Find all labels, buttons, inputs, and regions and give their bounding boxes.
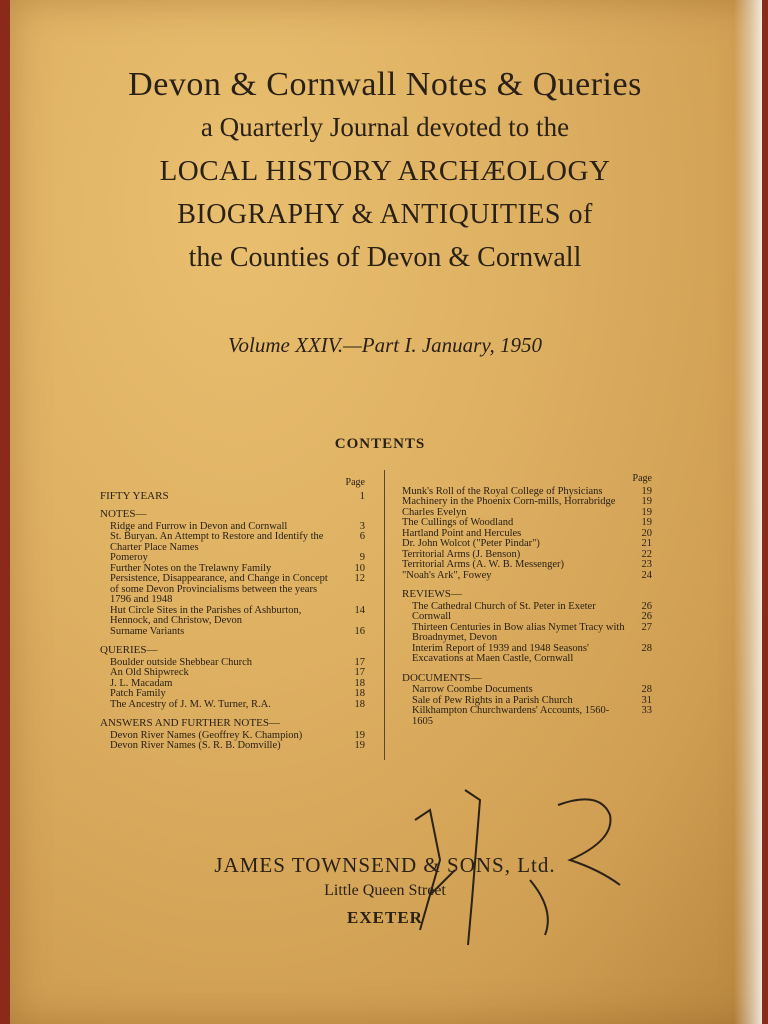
entry-page: 18 <box>354 688 365 699</box>
entry-page: 6 <box>359 531 365 542</box>
entry-page: 21 <box>641 538 652 549</box>
page-column-label: Page <box>345 477 365 488</box>
entry-page: 19 <box>641 517 652 528</box>
entry-title: Devon River Names (Geoffrey K. Champion) <box>110 729 303 741</box>
entry-page: 14 <box>354 604 365 616</box>
entry-title: Devon River Names (S. R. B. Domville) <box>110 740 281 751</box>
entry-title: Surname Variants <box>110 625 185 637</box>
entry-page: 26 <box>641 611 652 622</box>
section-heading-reviews: REVIEWS— <box>402 588 462 600</box>
entry-title: "Noah's Ark", Fowey <box>402 569 492 581</box>
page-column-label: Page <box>632 473 652 484</box>
entry-page: 16 <box>354 625 365 637</box>
entry-page: 19 <box>641 485 652 497</box>
contents-heading: CONTENTS <box>334 436 426 452</box>
section-heading-queries: QUERIES— <box>100 644 158 656</box>
subtitle-line-2: LOCAL HISTORY ARCHÆOLOGY <box>159 155 611 187</box>
section-heading-answers: ANSWERS AND FURTHER NOTES— <box>100 717 280 729</box>
entry-page: 28 <box>641 684 652 695</box>
entry-page: 18 <box>354 698 365 710</box>
entry-title: St. Buryan. An Attempt to Restore and Identify the Charter Place Names <box>110 531 324 553</box>
entry-page: 18 <box>354 677 365 689</box>
entry-title: J. L. Macadam <box>110 677 173 689</box>
volume-line: Volume XXIV.—Part I. January, 1950 <box>228 333 542 357</box>
entry-title: Thirteen Centuries in Bow alias Nymet Tracy with Broadnymet, Devon <box>412 621 625 643</box>
entry-page: 17 <box>354 667 365 678</box>
handwritten-marks <box>10 0 762 1024</box>
section-heading-documents: DOCUMENTS— <box>402 671 482 684</box>
entry-page: 28 <box>641 642 652 654</box>
entry-page: 20 <box>641 527 652 539</box>
entry-page: 19 <box>641 506 652 518</box>
entry-page: 19 <box>354 740 365 751</box>
journal-cover <box>10 0 762 1024</box>
entry-page: 22 <box>641 548 652 560</box>
entry-title: Pomeroy <box>110 552 148 563</box>
entry-page: 26 <box>641 600 652 612</box>
publisher-city: EXETER <box>347 908 423 927</box>
entry-title: Hartland Point and Hercules <box>402 527 522 539</box>
entry-page: 1 <box>359 489 365 502</box>
entry-title: Territorial Arms (J. Benson) <box>402 548 521 560</box>
entry-title: Sale of Pew Rights in a Parish Church <box>412 694 573 706</box>
publisher-street: Little Queen Street <box>324 882 446 899</box>
entry-title: FIFTY YEARS <box>100 489 169 502</box>
entry-page: 12 <box>354 573 365 584</box>
entry-page: 19 <box>641 496 652 507</box>
entry-title: Ridge and Furrow in Devon and Cornwall <box>110 520 288 532</box>
journal-title: Devon & Cornwall Notes & Queries <box>128 66 642 103</box>
subtitle-line-3: BIOGRAPHY & ANTIQUITIES of <box>177 199 593 230</box>
entry-title: Patch Family <box>110 688 166 699</box>
entry-title: The Cathedral Church of St. Peter in Exeter <box>412 600 596 612</box>
entry-page: 17 <box>354 656 365 668</box>
entry-page: 9 <box>359 552 365 563</box>
entry-title: Cornwall <box>412 611 452 622</box>
entry-title: Dr. John Wolcot ("Peter Pindar") <box>402 538 540 549</box>
entry-title: Boulder outside Shebbear Church <box>110 656 253 668</box>
entry-title: Kilkhampton Churchwardens' Accounts, 1560-1605 <box>412 705 610 727</box>
subtitle-line-1: a Quarterly Journal devoted to the <box>200 112 570 142</box>
entry-page: 27 <box>641 621 652 633</box>
entry-title: The Ancestry of J. M. W. Turner, R.A. <box>110 698 271 710</box>
entry-title: Narrow Coombe Documents <box>412 684 533 695</box>
entry-page: 10 <box>354 562 365 574</box>
entry-title: Persistence, Disappearance, and Change in Concept of some Devon Provincialisms between the years 1796 and 1948 <box>110 573 328 605</box>
publisher-name: JAMES TOWNSEND & SONS, Ltd. <box>214 853 556 877</box>
entry-title: Charles Evelyn <box>402 506 467 518</box>
entry-page: 23 <box>641 559 652 570</box>
entry-title: Territorial Arms (A. W. B. Messenger) <box>402 559 564 570</box>
entry-page: 33 <box>641 705 652 716</box>
entry-title: Further Notes on the Trelawny Family <box>110 562 272 574</box>
entry-title: Munk's Roll of the Royal College of Physicians <box>402 485 603 497</box>
plastic-sleeve-edge <box>734 0 762 1024</box>
entry-title: An Old Shipwreck <box>110 667 189 678</box>
entry-title: Machinery in the Phoenix Corn-mills, Horrabridge <box>402 496 616 507</box>
section-heading-notes: NOTES— <box>100 508 147 520</box>
entry-page: 31 <box>641 694 652 706</box>
entry-title: The Cullings of Woodland <box>402 517 514 528</box>
entry-page: 19 <box>354 729 365 741</box>
entry-title: Hut Circle Sites in the Parishes of Ashburton, Hennock, and Christow, Devon <box>110 604 302 626</box>
entry-page: 24 <box>641 569 652 581</box>
entry-title: Interim Report of 1939 and 1948 Seasons' Excavations at Maen Castle, Cornwall <box>412 642 589 664</box>
subtitle-line-4: the Counties of Devon & Cornwall <box>188 242 582 273</box>
entry-page: 3 <box>359 520 365 532</box>
